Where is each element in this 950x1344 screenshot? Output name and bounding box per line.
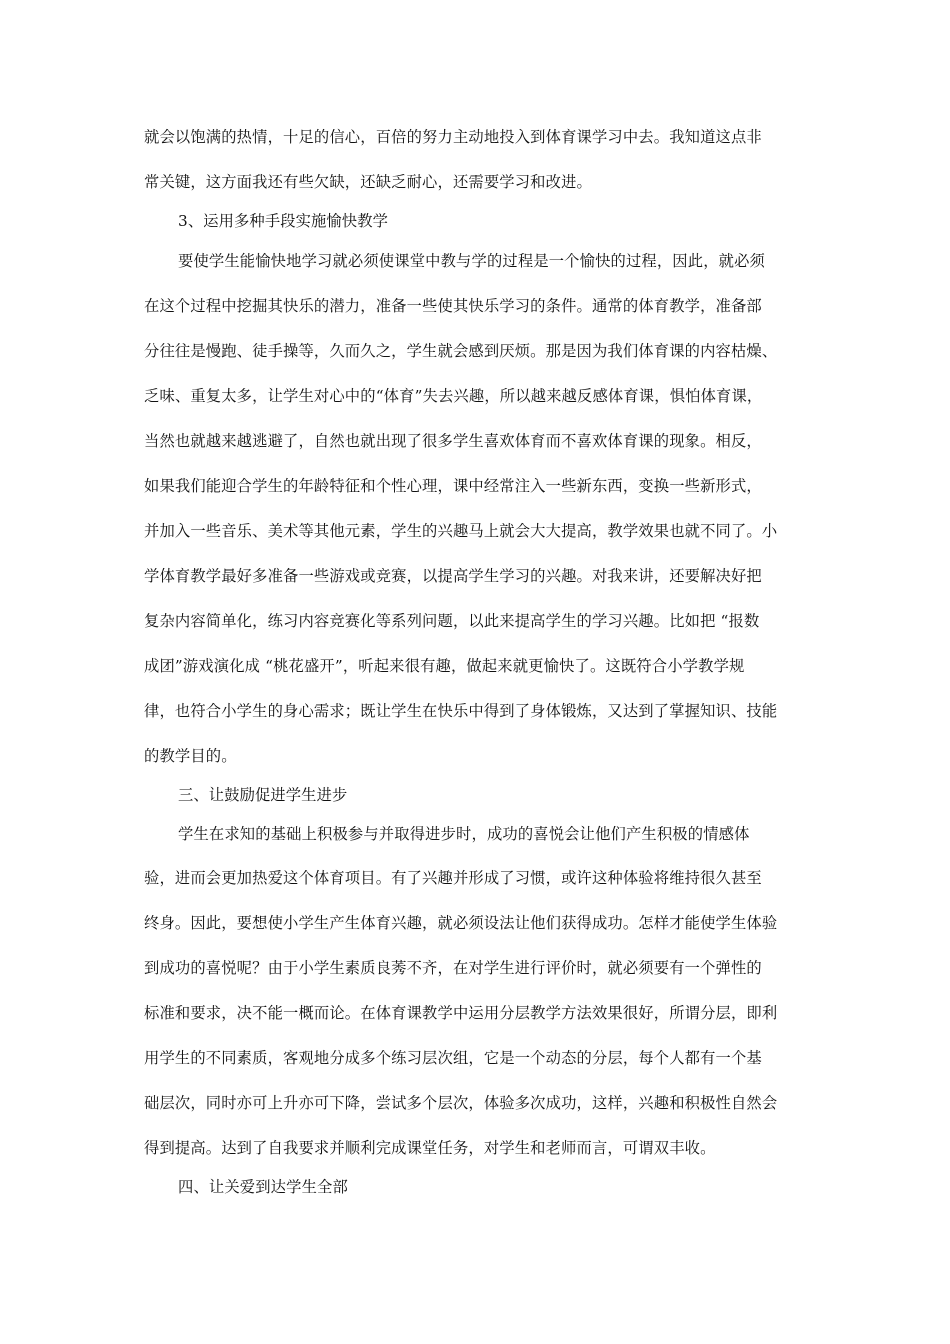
section-heading: 三、让鼓励促进学生进步 bbox=[178, 786, 348, 804]
paragraph-line: 用学生的不同素质，客观地分成多个练习层次组，它是一个动态的分层，每个人都有一个基 bbox=[144, 1049, 762, 1067]
paragraph-line: 学体育教学最好多准备一些游戏或竞赛，以提高学生学习的兴趣。对我来讲，还要解决好把 bbox=[144, 567, 762, 585]
paragraph-line: 要使学生能愉快地学习就必须使课堂中教与学的过程是一个愉快的过程，因此，就必须 bbox=[178, 252, 765, 270]
paragraph-line: 到成功的喜悦呢？由于小学生素质良莠不齐，在对学生进行评价时，就必须要有一个弹性的 bbox=[144, 959, 762, 977]
paragraph-line: 础层次，同时亦可上升亦可下降，尝试多个层次，体验多次成功，这样，兴趣和积极性自然会 bbox=[144, 1094, 778, 1112]
paragraph-line: 成团”游戏演化成 “桃花盛开”，听起来很有趣，做起来就更愉快了。这既符合小学教学规 bbox=[144, 657, 745, 675]
section-heading: 四、让关爱到达学生全部 bbox=[178, 1178, 348, 1196]
paragraph-line: 复杂内容简单化，练习内容竞赛化等系列问题，以此来提高学生的学习兴趣。比如把 “报数 bbox=[144, 612, 760, 630]
paragraph-line: 如果我们能迎合学生的年龄特征和个性心理，课中经常注入一些新东西，变换一些新形式， bbox=[144, 477, 762, 495]
paragraph-line: 乏味、重复太多，让学生对心中的“体育”失去兴趣，所以越来越反感体育课，惧怕体育课， bbox=[144, 387, 763, 405]
paragraph-line: 学生在求知的基础上积极参与并取得进步时，成功的喜悦会让他们产生积极的情感体 bbox=[178, 825, 750, 843]
paragraph-line: 验，进而会更加热爱这个体育项目。有了兴趣并形成了习惯，或许这种体验将维持很久甚至 bbox=[144, 869, 762, 887]
paragraph-line: 的教学目的。 bbox=[144, 747, 237, 765]
paragraph-line: 终身。因此，要想使小学生产生体育兴趣，就必须设法让他们获得成功。怎样才能使学生体验 bbox=[144, 914, 778, 932]
paragraph-line: 常关键，这方面我还有些欠缺，还缺乏耐心，还需要学习和改进。 bbox=[144, 173, 592, 191]
paragraph-line: 就会以饱满的热情，十足的信心，百倍的努力主动地投入到体育课学习中去。我知道这点非 bbox=[144, 128, 762, 146]
paragraph-line: 并加入一些音乐、美术等其他元素，学生的兴趣马上就会大大提高，教学效果也就不同了。小 bbox=[144, 522, 778, 540]
paragraph-line: 律，也符合小学生的身心需求；既让学生在快乐中得到了身体锻炼，又达到了掌握知识、技能 bbox=[144, 702, 778, 720]
paragraph-line: 分往往是慢跑、徒手操等，久而久之，学生就会感到厌烦。那是因为我们体育课的内容枯燥、 bbox=[144, 342, 778, 360]
paragraph-line: 在这个过程中挖掘其快乐的潜力，准备一些使其快乐学习的条件。通常的体育教学，准备部 bbox=[144, 297, 762, 315]
paragraph-line: 标准和要求，决不能一概而论。在体育课教学中运用分层教学方法效果很好，所谓分层，即利 bbox=[144, 1004, 778, 1022]
section-heading: 3、运用多种手段实施愉快教学 bbox=[178, 212, 388, 230]
paragraph-line: 当然也就越来越逃避了，自然也就出现了很多学生喜欢体育而不喜欢体育课的现象。相反， bbox=[144, 432, 762, 450]
paragraph-line: 得到提高。达到了自我要求并顺利完成课堂任务，对学生和老师而言，可谓双丰收。 bbox=[144, 1139, 716, 1157]
